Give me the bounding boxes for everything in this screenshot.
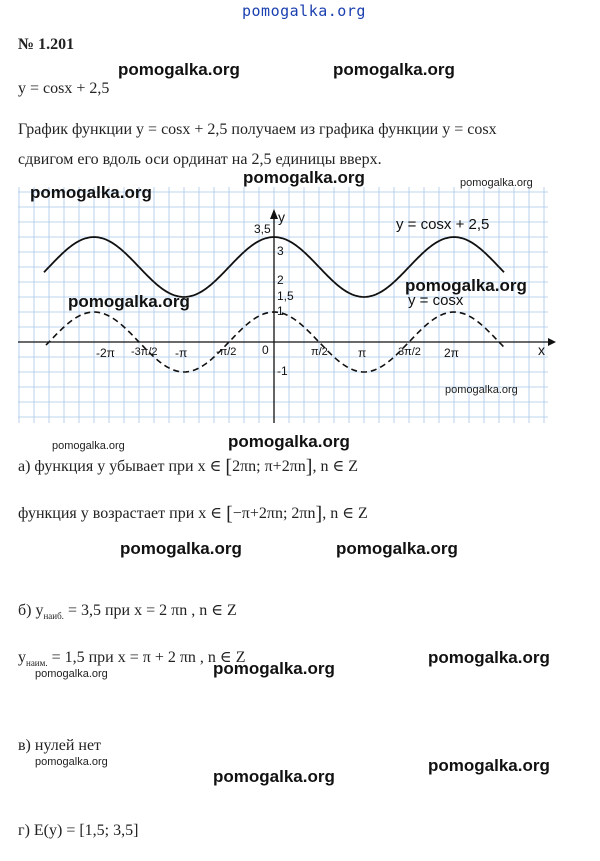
y-tick-2: 2: [277, 273, 284, 287]
x-tick-minus-pi: -π: [175, 346, 188, 360]
watermark: pomogalka.org: [118, 60, 240, 79]
watermark: pomogalka.org: [243, 168, 365, 187]
y-axis-label: y: [278, 209, 285, 225]
answer-a-decreasing: а) функция у убывает при x ∈ [2πn; π+2πn], n ∈ Z: [18, 456, 359, 478]
watermark-top: pomogalka.org: [242, 2, 366, 20]
watermark: pomogalka.org: [336, 539, 458, 558]
intro-line-1: График функции y = cosx + 2,5 получаем из графика функции y = cosx: [18, 121, 497, 138]
answer-a-increasing: функция у возрастает при x ∈ [−π+2πn; 2πn], n ∈ Z: [18, 503, 368, 525]
x-tick-3pi-2: 3π/2: [398, 346, 421, 358]
y-tick-3-5: 3,5: [254, 222, 271, 236]
x-tick-pi-2: π/2: [311, 346, 328, 358]
watermark: pomogalka.org: [120, 539, 242, 558]
x-tick-minus-2pi: -2π: [96, 346, 115, 360]
watermark: pomogalka.org: [428, 756, 550, 775]
x-axis-label: x: [538, 342, 545, 358]
label-cos-plus-2-5: y = cosx + 2,5: [396, 216, 490, 233]
x-tick-minus-3pi-2: -3π/2: [131, 346, 158, 358]
answer-b-min: $y_{наим.} = 1,5$ при x = π + 2 πn , n ∈ Z: [18, 649, 246, 669]
watermark-small: pomogalka.org: [445, 384, 518, 396]
watermark-small: pomogalka.org: [460, 177, 533, 189]
watermark-small: pomogalka.org: [35, 668, 108, 680]
y-tick-1-5: 1,5: [277, 289, 294, 303]
answer-b-max: б) $y_{наиб.} = 3,5$ при x = 2 πn , n ∈ Z: [18, 602, 237, 622]
answer-v: в) нулей нет: [18, 737, 102, 754]
problem-number: № 1.201: [18, 36, 75, 53]
origin-label: 0: [262, 343, 269, 357]
y-axis-arrow: [270, 209, 278, 219]
label-cos: y = cosx: [408, 292, 464, 309]
watermark: pomogalka.org: [428, 648, 550, 667]
watermark-small: pomogalka.org: [52, 440, 125, 452]
function-formula: y = cosx + 2,5: [18, 80, 110, 97]
watermark: pomogalka.org: [213, 659, 335, 678]
x-tick-2pi: 2π: [444, 346, 459, 360]
watermark: pomogalka.org: [213, 767, 335, 786]
watermark: pomogalka.org: [228, 432, 350, 451]
y-tick-1: 1: [277, 304, 284, 318]
x-axis-arrow: [548, 338, 556, 346]
watermark: pomogalka.org: [333, 60, 455, 79]
watermark-small: pomogalka.org: [35, 756, 108, 768]
watermark: pomogalka.org: [30, 183, 152, 202]
y-tick-minus-1: -1: [277, 364, 288, 378]
answer-g: г) E(y) = [1,5; 3,5]: [18, 822, 139, 839]
watermark: pomogalka.org: [68, 292, 190, 311]
x-tick-pi: π: [358, 346, 367, 360]
y-tick-3: 3: [277, 244, 284, 258]
watermark: pomogalka.org: [405, 276, 527, 295]
intro-line-2: сдвигом его вдоль оси ординат на 2,5 единицы вверх.: [18, 151, 382, 168]
x-tick-minus-pi-2: -π/2: [216, 346, 237, 358]
